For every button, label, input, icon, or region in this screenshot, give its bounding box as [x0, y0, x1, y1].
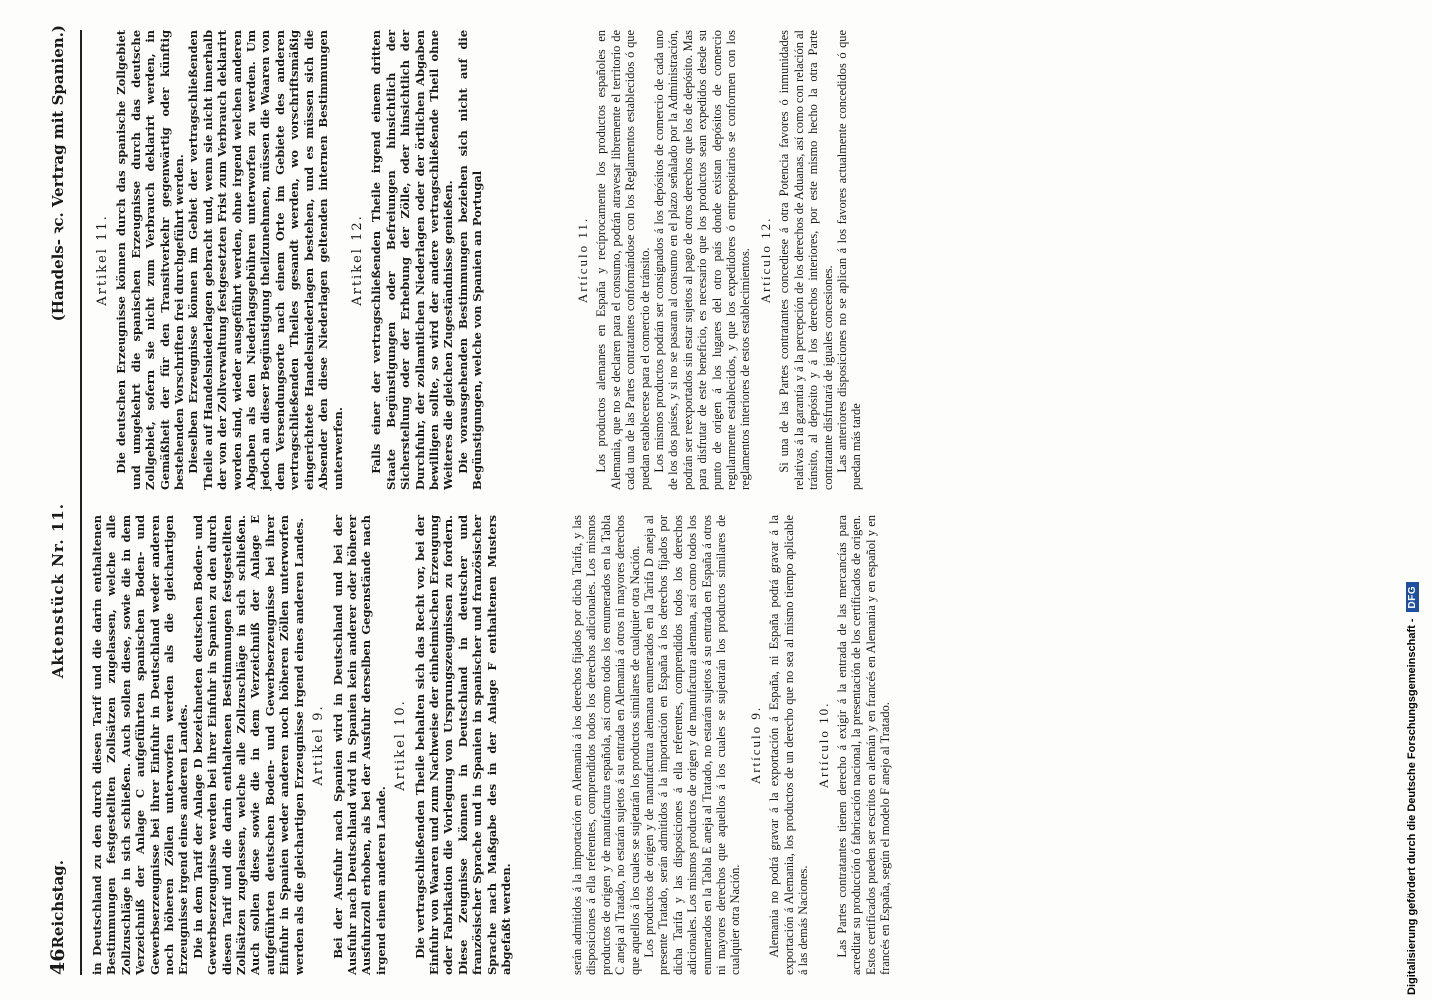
spanish-column-bottom — [570, 30, 864, 490]
article-11-heading-de: Artikel 11. — [95, 214, 110, 306]
paragraph: Dieselben Erzeugnisse können im Gebiet der vertragschließenden Theile auf Handelsniederlagen gebracht und, wenn sie nicht innerhalb der von der Zollverwaltung festgesetzten Frist zum Verbrauch deklarirt worden sind, wieder ausgeführt werden, ohne irgend welchen anderen Abgaben als den Niederlagsgebühren unterworfen zu werden. Um jedoch an dieser Begünstigung theilzunehmen, müssen die Waaren von dem Versendungsorte nach einem Orte im Gebiete des anderen vertragschließenden Theiles gesandt werden, wo vorschriftsmäßig eingerichtete Handelsniederlagen bestehen, und es müssen sich die Absender den diese Niederlagen geltenden internen Bestimmungen unterwerfen. — [186, 30, 345, 490]
paragraph: Las anteriores disposiciones no se aplican á los favores actualmente concedidos ó que puedan más tarde — [834, 30, 864, 490]
article-10-text-de: Die vertragschließenden Theile behalten sich das Recht vor, bei der Einfuhr von Waaren und zum Nachweise der einheimischen Erzeugung oder Fabrikation die Vorlegung von Ursprungszeugnissen zu fordern. Diese Zeugnisse können in Deutschland in deutscher und französischer Sprache und in Spanien in spanischer und französischer Sprache nach Maßgabe des in der Anlage F enthaltenen Musters abgefaßt werden. — [412, 515, 513, 975]
article-10-heading-de: Artikel 10. — [393, 699, 409, 791]
paragraph: Die vorausgehenden Bestimmungen beziehen sich nicht auf die Begünstigungen, welche von Spanien an Portugal — [455, 30, 485, 490]
paragraph: serán admitidos á la importación en Alemania á los derechos fijados por dicha Tarifa, y las disposiciones á ella referentes, comprendidos todos los derechos adicionales. Los mismos productos de origen y de manufactura española, así como todos los enumerados en la Tabla C aneja al Tratado, no estarán sujetos á su entrada en Alemania á otros ni mayores derechos que aquellos á los cuales se sujetarán los productos similares de cualquier otra Nación. — [570, 515, 642, 975]
spanish-column-top — [570, 515, 893, 975]
article-9-text-es: Alemania no podrá gravar á la exportación á España, ni España podrá gravar á la exportación á Alemania, los productos de un derecho que no sea al mismo tiempo aplicable á las demás Naciones. — [767, 515, 811, 975]
article-9-heading-de: Artikel 9. — [311, 704, 327, 786]
paragraph: Los productos alemanes en España y recíprocamente los productos españoles en Alemania, que no se declaren para el consumo, podrán atravesar libremente el territorio de cada una de las Partes contratantes conformándose con los Reglamentos establecidos ó que puedan establecerse para el comercio de tránsito. — [594, 30, 652, 490]
article-11-heading-es: Artículo 11. — [575, 216, 590, 304]
page-number: 46 — [47, 948, 69, 975]
article-10-heading-es: Artículo 10. — [815, 701, 831, 789]
dfg-logo: DFG — [1406, 582, 1419, 613]
header-title: Aktenstück Nr. 11. — [49, 503, 67, 679]
paragraph: Die in dem Tarif der Anlage D bezeichneten deutschen Boden- und Gewerbserzeugnisse werden bei ihrer Einfuhr in Spanien zu den durch diesen Tarif und die darin enthaltenen Bestimmungen festgestellten Zollsätzen zugelassen, welche alle Zollzuschläge in sich schließen. Auch sollen diese sowie die in dem Verzeichniß der Anlage E aufgeführten deutschen Boden- und Gewerbserzeugnisse bei ihrer Einfuhr in Spanien weder anderen noch höheren Zöllen unterworfen werden als die gleichartigen Erzeugnisse irgend eines anderen Landes. — [190, 515, 306, 975]
header-rule — [80, 30, 82, 975]
paragraph: Die deutschen Erzeugnisse können durch das spanische Zollgebiet und umgekehrt die spanischen Erzeugnisse durch das deutsche Zollgebiet, sofern sie nicht zum Verbrauch deklarirt werden, in Gemäßheit der für den Transitverkehr gegenwärtig oder künftig bestehenden Vorschriften frei durchgeführt werden. — [114, 30, 187, 490]
german-column-top — [90, 515, 513, 975]
paragraph: Si una de las Partes contratantes concediese á otra Potencia favores ó inmunidades relativas á la garantía y á la percepción de los derechos de Aduanas, así como con relación al tránsito, al depósito y á los derechos interiores, por este mismo hecho la otra Parte contratante disfrutará de iguales concesiones. — [777, 30, 835, 490]
article-9-text-de: Bei der Ausfuhr nach Spanien wird in Deutschland und bei der Ausfuhr nach Deutschland wird in Spanien kein anderer oder höherer Ausfuhrzoll erhoben, als bei der Ausfuhr derselben Gegenstände nach irgend einem anderen Lande. — [330, 515, 388, 975]
article-9-heading-es: Artículo 9. — [747, 705, 763, 785]
running-header — [38, 25, 78, 975]
header-left: Reichstag. — [49, 859, 67, 949]
paragraph: Los productos de origen y de manufactura alemana enumerados en la Tarifa D aneja al presente Tratado, serán admitidos á la importación en España á los derechos fijados por dicha Tarifa y las disposiciones á ella referentes, comprendidos todos los derechos adicionales. Los mismos productos de origen y de manufactura alemana, así como todos los enumerados en la Tabla E aneja al Tratado, no estarán sujetos á su entrada en España á otros ni mayores derechos que aquellos á los cuales se sujetarán los productos similares de cualquier otra Nación. — [642, 515, 743, 975]
article-12-heading-de: Artikel 12. — [349, 214, 365, 306]
credit-text: Digitalisierung gefördert durch die Deutsche Forschungsgemeinschaft - — [1406, 618, 1418, 995]
german-column-bottom — [90, 30, 485, 490]
paragraph: Los mismos productos podrán ser consignados á los depósitos de comercio de cada uno de los dos países, y si no se pasaran al consumo en el plazo señalado por la Administración, podrán ser reexportados sin estar sujetos al pago de otros derechos que los de depósito. Mas para disfrutar de este beneficio, es necesario que los productos sean expedidos desde su punto de origen á los lugares del otro país donde existan depósitos de comercio regularmente establecidos, y que los expedidores ó entrepositarios se conformen con los reglamentos interiores de estos establecimientos. — [652, 30, 753, 490]
header-right: (Handels- ꝛc. Vertrag mit Spanien.) — [49, 25, 67, 322]
digitization-credit — [1400, 5, 1424, 995]
article-12-heading-es: Artículo 12. — [757, 216, 773, 304]
paragraph: Falls einer der vertragschließenden Theile irgend einem dritten Staate Begünstigungen oder Befreiungen hinsichtlich der Sicherstellung oder der Erhebung der Zölle, oder hinsichtlich der Durchfuhr, der zollamtlichen Niederlagen oder der örtlichen Abgaben bewilligen sollte, so wird der andere vertragschließende Theil ohne Weiteres die gleichen Zugeständnisse genießen. — [369, 30, 456, 490]
paragraph: in Deutschland zu den durch diesen Tarif und die darin enthaltenen Bestimmungen festgestellten Zollsätzen zugelassen, welche alle Zollzuschläge in sich schließen. Auch sollen diese, sowie die in dem Verzeichniß der Anlage C aufgeführten spanischen Boden- und Gewerbserzeugnisse bei ihrer Einfuhr in Deutschland weder anderen noch höheren Zöllen unterworfen werden als die gleichartigen Erzeugnisse irgend eines anderen Landes. — [90, 515, 191, 975]
article-10-text-es: Las Partes contratantes tienen derecho á exigir á la entrada de las mercancías para acreditar su producción ó fabricación nacional, la presentación de los certificados de origen. Estos certificados pueden ser escritos en alemán y en francés en Alemania y en español y en francés en España, según el modelo F anejo al Tratado. — [834, 515, 893, 975]
